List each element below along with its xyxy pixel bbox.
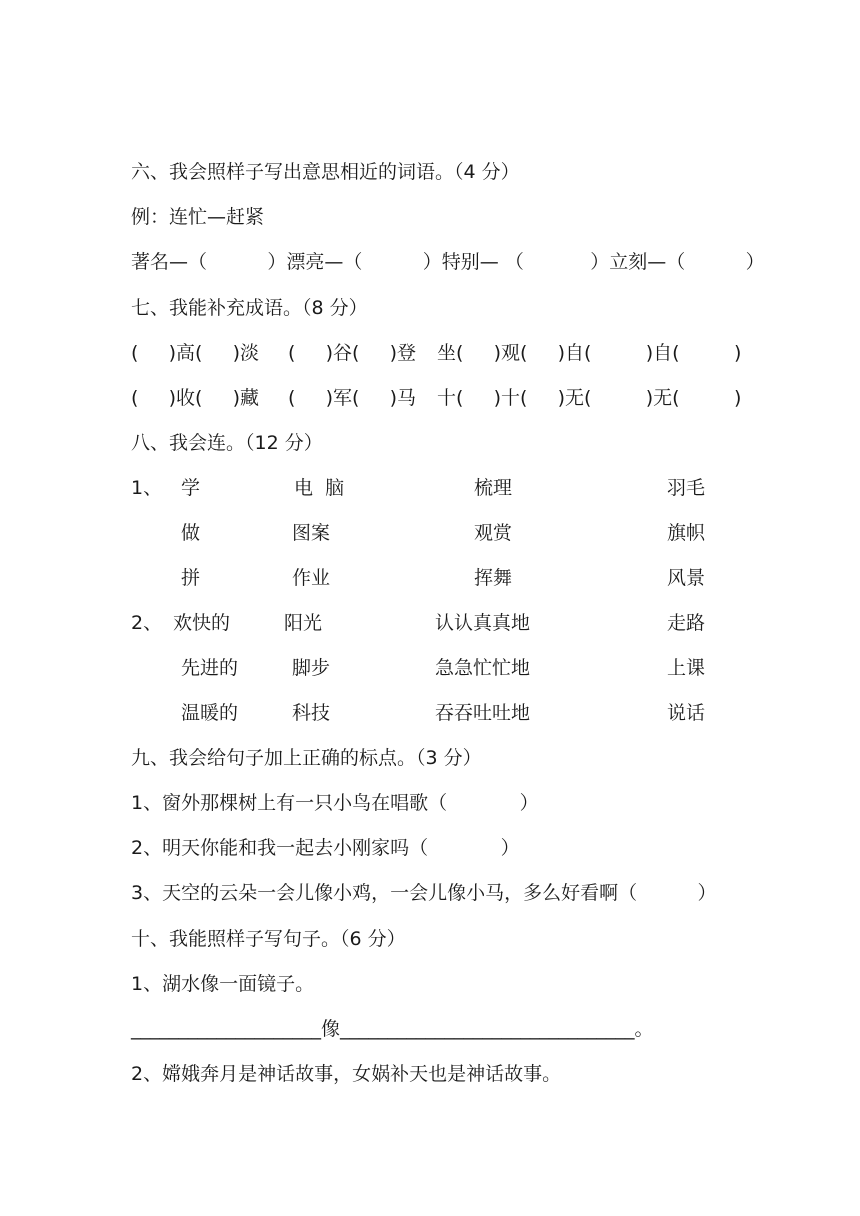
match-word: 温暖的 bbox=[181, 702, 239, 724]
idiom: 无( )无( ) bbox=[565, 387, 742, 409]
match-word: 拼 bbox=[181, 567, 201, 589]
idiom: 坐( )观( ) bbox=[437, 342, 566, 364]
match-word: 作业 bbox=[292, 567, 331, 589]
match-word: 急急忙忙地 bbox=[435, 657, 531, 679]
sentence-example: 1、湖水像一面镜子。 bbox=[131, 973, 315, 995]
match-word: 观赏 bbox=[474, 522, 513, 544]
match-word: 挥舞 bbox=[474, 567, 513, 589]
section-6-title: 六、我会照样子写出意思相近的词语。（4 分） bbox=[131, 161, 520, 183]
match-word: 羽毛 bbox=[667, 477, 706, 499]
section-8-title: 八、我会连。（12 分） bbox=[131, 432, 323, 454]
group-1-number: 1、 bbox=[131, 477, 163, 499]
match-word: 认认真真地 bbox=[435, 612, 531, 634]
match-word: 阳光 bbox=[284, 612, 323, 634]
idiom: ( )收( )藏 bbox=[131, 387, 260, 409]
match-word: 吞吞吐吐地 bbox=[435, 702, 531, 724]
match-word: 脚步 bbox=[292, 657, 331, 679]
punctuation-question: 2、明天你能和我一起去小刚家吗（ ） bbox=[131, 837, 520, 859]
match-word: 说话 bbox=[667, 702, 706, 724]
match-word: 科技 bbox=[292, 702, 331, 724]
match-word: 电 脑 bbox=[294, 477, 345, 499]
section-10-title: 十、我能照样子写句子。（6 分） bbox=[131, 928, 406, 950]
group-2-number: 2、 bbox=[131, 612, 163, 634]
idiom: 十( )十( ) bbox=[437, 387, 566, 409]
section-7-title: 七、我能补充成语。（8 分） bbox=[131, 297, 368, 319]
match-word: 风景 bbox=[667, 567, 706, 589]
section-6-example: 例：连忙—赶紧 bbox=[131, 206, 265, 228]
idiom: ( )军( )马 bbox=[288, 387, 417, 409]
match-word: 走路 bbox=[667, 612, 706, 634]
match-word: 上课 bbox=[667, 657, 706, 679]
match-word: 梳理 bbox=[474, 477, 513, 499]
match-word: 学 bbox=[181, 477, 201, 499]
section-9-title: 九、我会给句子加上正确的标点。（3 分） bbox=[131, 747, 482, 769]
match-word: 欢快的 bbox=[173, 612, 231, 634]
sentence-fill-line: ____________________像_______________________________。 bbox=[131, 1018, 654, 1040]
match-word: 旗帜 bbox=[667, 522, 706, 544]
punctuation-question: 3、天空的云朵一会儿像小鸡，一会儿像小马，多么好看啊（ ） bbox=[131, 882, 717, 904]
match-word: 图案 bbox=[292, 522, 331, 544]
match-word: 做 bbox=[181, 522, 201, 544]
match-word: 先进的 bbox=[181, 657, 239, 679]
idiom: 自( )自( ) bbox=[565, 342, 742, 364]
idiom: ( )谷( )登 bbox=[288, 342, 417, 364]
sentence-example: 2、嫦娥奔月是神话故事，女娲补天也是神话故事。 bbox=[131, 1063, 562, 1085]
section-6-items: 著名—（ ）漂亮—（ ）特别— （ ）立刻—（ ） bbox=[131, 251, 765, 273]
idiom: ( )高( )淡 bbox=[131, 342, 260, 364]
punctuation-question: 1、窗外那棵树上有一只小鸟在唱歌（ ） bbox=[131, 792, 539, 814]
